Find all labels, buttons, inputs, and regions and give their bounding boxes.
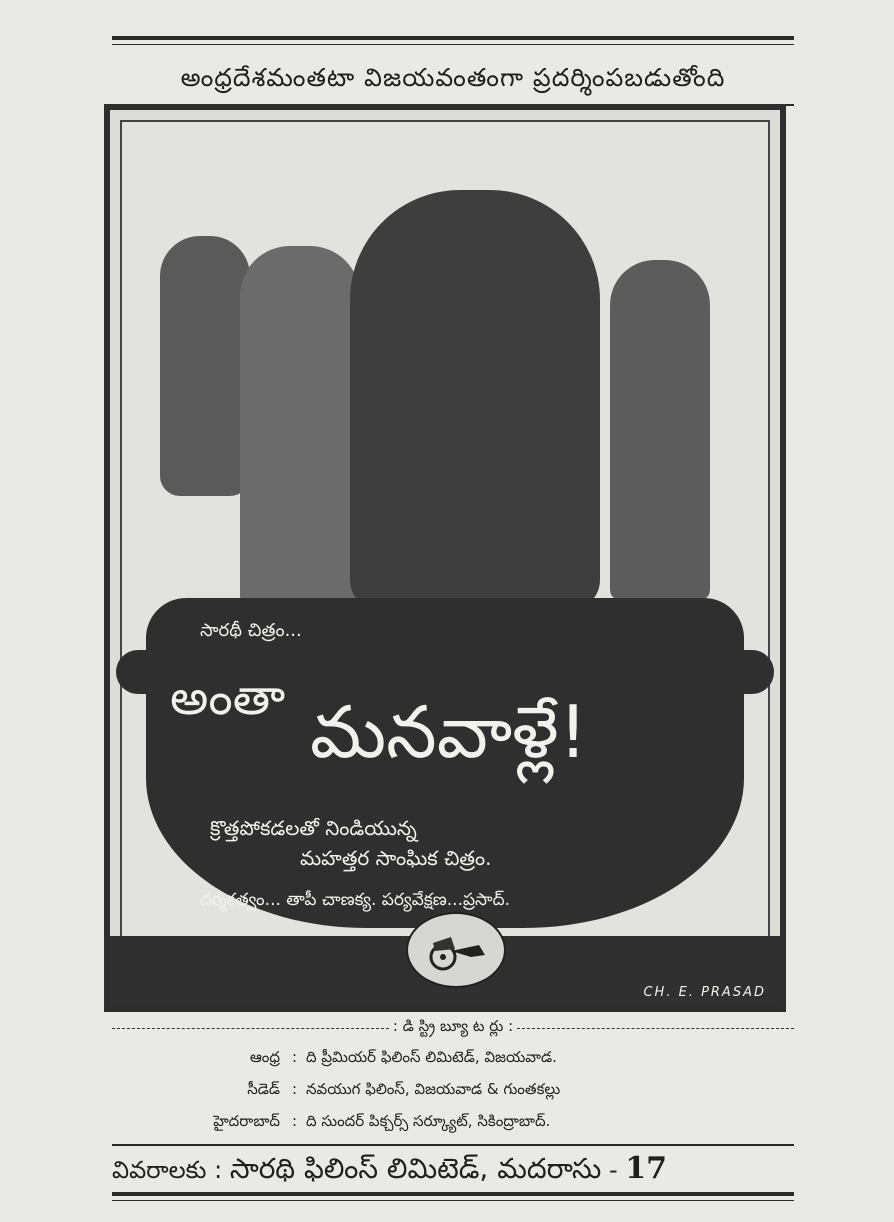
distributor-separator: : bbox=[292, 1080, 298, 1098]
distributor-name: నవయుగ ఫిలింస్, విజయవాడ & గుంతకల్లు bbox=[306, 1080, 561, 1098]
distributor-region: హైదరాబాద్ bbox=[213, 1112, 280, 1130]
top-rule-thin bbox=[112, 44, 794, 45]
artist-signature: CH. E. PRASAD bbox=[643, 985, 766, 1000]
studio-label: సారథీ చిత్రం... bbox=[200, 620, 302, 641]
footer-dash: - bbox=[608, 1156, 626, 1184]
dash-left bbox=[112, 1028, 389, 1029]
footer-prefix: వివరాలకు : bbox=[112, 1156, 223, 1184]
top-banner: అంధ్రదేశమంతటా విజయవంతంగా ప్రదర్శింపబడుతోంది bbox=[180, 63, 726, 92]
distributor-separator: : bbox=[292, 1048, 298, 1066]
dash-right bbox=[517, 1028, 794, 1029]
footer-top-rule bbox=[112, 1144, 794, 1146]
top-rule-thick bbox=[112, 36, 794, 40]
footer-company: సారథి ఫిలింస్ లిమిటెడ్, మదరాసు bbox=[229, 1152, 602, 1185]
tagline-line1: క్రొత్తపోకడలతో నిండియున్న bbox=[210, 816, 417, 840]
girl-figure bbox=[160, 236, 250, 496]
distributor-region: సీడెడ్ bbox=[247, 1080, 280, 1098]
bottom-rule-thick bbox=[112, 1192, 794, 1196]
distributor-separator: : bbox=[292, 1112, 298, 1130]
movie-poster bbox=[104, 104, 786, 1012]
distributor-row bbox=[0, 1048, 894, 1070]
movie-title-part2: మనవాళ్లే! bbox=[310, 690, 588, 774]
movie-title-part1: అంతా bbox=[170, 670, 286, 726]
distributors-header bbox=[112, 1018, 794, 1038]
distributor-region: ఆంధ్ర bbox=[249, 1048, 280, 1066]
tagline-line2: మహత్తర సాంఘిక చిత్రం. bbox=[300, 846, 492, 870]
credits: దర్శకత్వం... తాపీ చాణక్య. పర్యవేక్షణ...ప్రసాద్. bbox=[200, 890, 510, 910]
footer bbox=[112, 1150, 794, 1188]
boy-figure bbox=[610, 260, 710, 600]
woman-figure bbox=[350, 190, 600, 610]
page-number: 17 bbox=[625, 1151, 668, 1186]
distributors-title: : డి స్ట్రి బ్యూ ట ర్లు : bbox=[392, 1017, 514, 1035]
distributor-name: ది ప్రీమియర్ ఫిలింస్ లిమిటెడ్, విజయవాడ. bbox=[306, 1048, 557, 1066]
bottom-rule-thin bbox=[112, 1200, 794, 1201]
chariot-logo-icon bbox=[406, 912, 506, 988]
distributor-row bbox=[0, 1080, 894, 1102]
distributor-row bbox=[0, 1112, 894, 1134]
man-figure bbox=[240, 246, 360, 606]
distributor-name: ది సుందర్ పిక్చర్స్ సర్క్యూట్, సికింద్రాబాద్. bbox=[306, 1112, 551, 1130]
